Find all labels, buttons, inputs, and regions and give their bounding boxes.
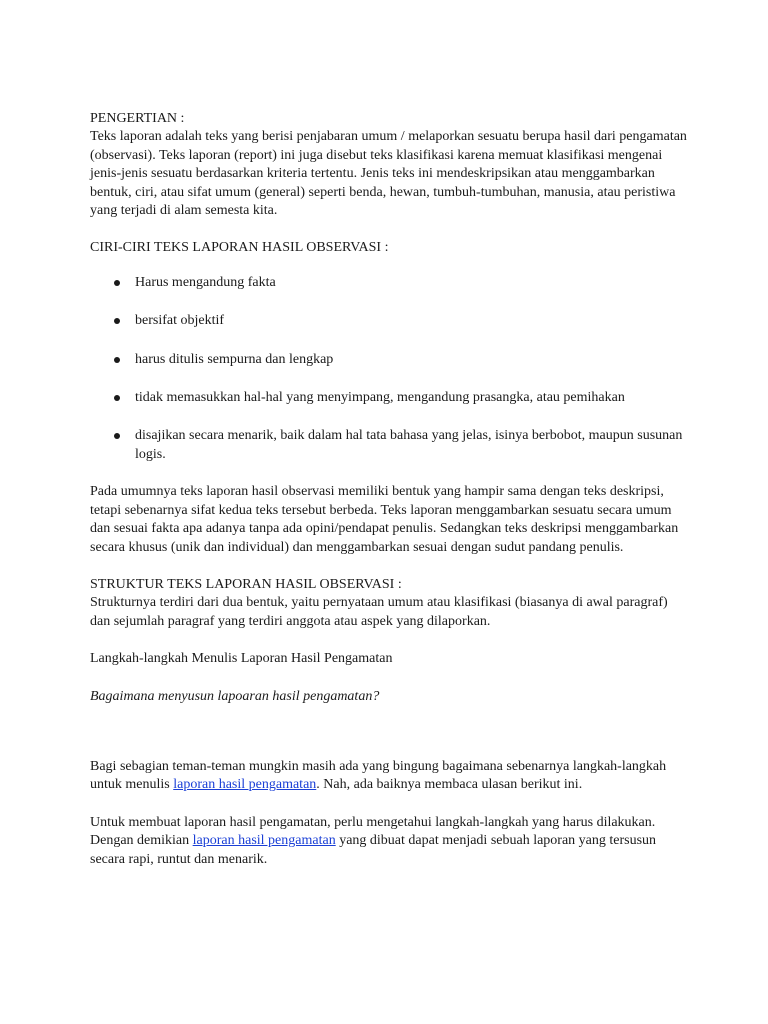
paragraph-steps — [90, 814, 690, 869]
list-item-text: tidak memasukkan hal-hal yang menyimpang, mengandung prasangka, atau pemihakan — [135, 390, 625, 406]
paragraph-struktur: Strukturnya terdiri dari dua bentuk, yaitu pernyataan umum atau klasifikasi (biasanya di awal paragraf) dan sejumlah paragraf yang terdiri anggota atau aspek yang dilaporkan. — [90, 595, 668, 629]
list-item — [90, 274, 690, 292]
list-item-text: Harus mengandung fakta — [135, 274, 276, 290]
bullet-list-ciri-ciri — [90, 274, 690, 464]
question-line: Bagaimana menyusun lapoaran hasil pengamatan? — [90, 688, 380, 704]
list-item-text: disajikan secara menarik, baik dalam hal tata bahasa yang jelas, isinya berbobot, maupun susunan logis. — [135, 428, 683, 462]
bullet-icon — [114, 357, 120, 363]
link-laporan-hasil-pengamatan[interactable]: laporan hasil pengamatan — [173, 777, 317, 793]
paragraph-comparison: Pada umumnya teks laporan hasil observasi memiliki bentuk yang hampir sama dengan teks deskripsi, tetapi sebenarnya sifat kedua teks tersebut berbeda. Teks laporan menggambarkan sesuatu secara umum dan sesuai fakta apa adanya tanpa ada opini/pendapat penulis. Sedangkan teks deskripsi menggambarkan secara khusus (unik dan individual) dan menggambarkan sesuai dengan sudut pandang penulis. — [90, 484, 679, 555]
bullet-icon — [114, 433, 120, 439]
section-heading-struktur: STRUKTUR TEKS LAPORAN HASIL OBSERVASI : — [90, 576, 402, 592]
paragraph-steps-text-after: yang dibuat dapat menjadi sebuah laporan yang tersusun secara rapi, runtut dan menarik. — [90, 833, 657, 867]
paragraph-intro-text-before: Bagi sebagian teman-teman mungkin masih ada yang bingung bagaimana sebenarnya langkah-langkah untuk menulis — [90, 758, 667, 793]
list-item — [90, 351, 690, 369]
bullet-icon — [114, 318, 120, 324]
list-item — [90, 427, 690, 464]
bullet-icon — [114, 395, 120, 401]
list-item — [90, 389, 690, 407]
paragraph-intro — [90, 758, 690, 795]
paragraph-pengertian: Teks laporan adalah teks yang berisi penjabaran umum / melaporkan sesuatu berupa hasil dari pengamatan (observasi). Teks laporan (report) ini juga disebut teks klasifikasi karena memuat klasifikasi mengenai jenis-jenis sesuatu berdasarkan kriteria tertentu. Jenis teks ini mendeskripsikan atau menggambarkan bentuk, ciri, atau sifat umum (general) seperti benda, hewan, tumbuh-tumbuhan, manusia, atau peristiwa yang terjadi di alam semesta kita. — [90, 129, 687, 219]
list-item — [90, 312, 690, 330]
list-item-text: harus ditulis sempurna dan lengkap — [135, 351, 334, 367]
document-page — [90, 110, 690, 869]
list-item-text: bersifat objektif — [135, 313, 225, 329]
section-heading-pengertian: PENGERTIAN : — [90, 111, 185, 126]
steps-title: Langkah-langkah Menulis Laporan Hasil Pengamatan — [90, 651, 393, 667]
section-heading-ciri-ciri: CIRI-CIRI TEKS LAPORAN HASIL OBSERVASI : — [90, 240, 389, 256]
link-laporan-hasil-pengamatan[interactable]: laporan hasil pengamatan — [192, 833, 336, 849]
bullet-icon — [114, 280, 120, 286]
paragraph-steps-text-before: Untuk membuat laporan hasil pengamatan, perlu mengetahui langkah-langkah yang harus dilakukan. Dengan demikian — [90, 814, 656, 849]
paragraph-intro-text-after: . Nah, ada baiknya membaca ulasan berikut ini. — [316, 777, 583, 793]
